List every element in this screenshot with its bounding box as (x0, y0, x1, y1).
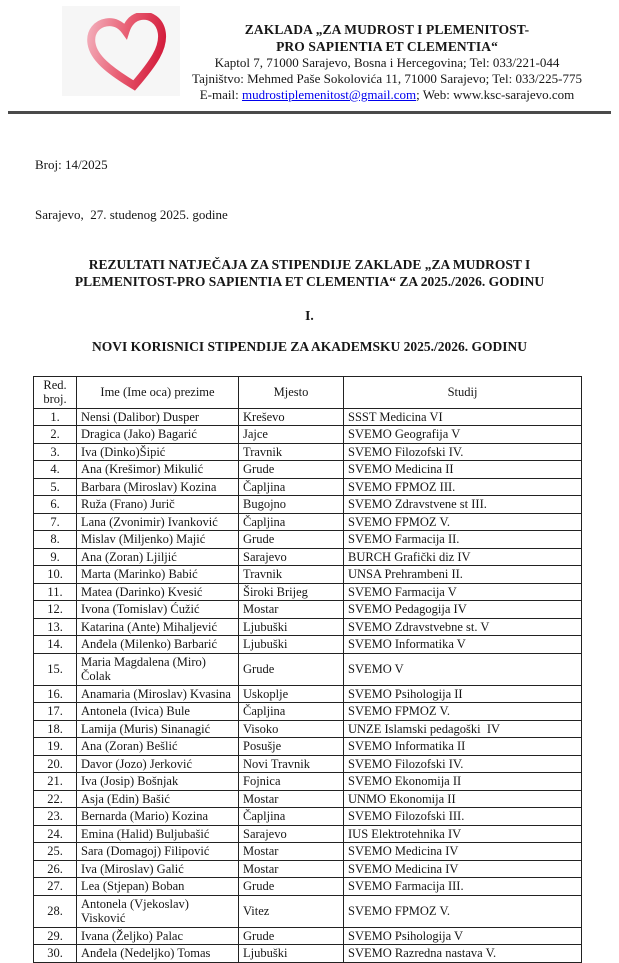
table-row (34, 790, 582, 808)
contact-line (182, 87, 592, 103)
table-row (34, 443, 582, 461)
row-number-cell: 8. (34, 531, 77, 549)
row-number-cell: 18. (34, 720, 77, 738)
study-cell: SVEMO Medicina II (344, 461, 582, 479)
name-cell: Marta (Marinko) Babić (77, 566, 239, 584)
row-number-cell: 24. (34, 825, 77, 843)
col-header-name: Ime (Ime oca) prezime (77, 376, 239, 408)
row-number-cell: 21. (34, 773, 77, 791)
table-row (34, 478, 582, 496)
table-row (34, 720, 582, 738)
row-number-cell: 10. (34, 566, 77, 584)
row-number-cell: 14. (34, 636, 77, 654)
results-table-body (34, 408, 582, 962)
row-number-cell: 7. (34, 513, 77, 531)
study-cell: SVEMO Ekonomija II (344, 773, 582, 791)
row-number-cell: 2. (34, 426, 77, 444)
email-link[interactable]: mudrostiplemenitost@gmail.com (241, 87, 417, 102)
table-row (34, 685, 582, 703)
place-cell: Ljubuški (239, 945, 344, 963)
table-row (34, 843, 582, 861)
place-cell: Jajce (239, 426, 344, 444)
table-row (34, 653, 582, 685)
study-cell: SVEMO Farmacija II. (344, 531, 582, 549)
place-cell: Grude (239, 927, 344, 945)
place-cell: Grude (239, 878, 344, 896)
study-cell: SVEMO Medicina IV (344, 843, 582, 861)
document-title (0, 256, 619, 291)
place-cell: Čapljina (239, 478, 344, 496)
place-cell: Uskoplje (239, 685, 344, 703)
name-cell: Dragica (Jako) Bagarić (77, 426, 239, 444)
place-cell: Mostar (239, 843, 344, 861)
study-cell: SVEMO Psihologija V (344, 927, 582, 945)
name-cell: Bernarda (Mario) Kozina (77, 808, 239, 826)
table-row (34, 408, 582, 426)
place-cell: Bugojno (239, 496, 344, 514)
document-title-line2: PLEMENITOST-PRO SAPIENTIA ET CLEMENTIA“ ZA 2025./2026. GODINU (74, 274, 545, 289)
name-cell: Matea (Darinko) Kvesić (77, 583, 239, 601)
table-row (34, 601, 582, 619)
place-cell: Sarajevo (239, 548, 344, 566)
place-cell: Grude (239, 461, 344, 479)
results-table (33, 376, 582, 963)
place-cell: Fojnica (239, 773, 344, 791)
document-title-line1: REZULTATI NATJEČAJA ZA STIPENDIJE ZAKLADE „ZA MUDROST I (88, 256, 531, 272)
study-cell: UNZE Islamski pedagoški IV (344, 720, 582, 738)
study-cell: UNMO Ekonomija II (344, 790, 582, 808)
study-cell: SVEMO FPMOZ V. (344, 703, 582, 721)
table-row (34, 755, 582, 773)
address-line2: Tajništvo: Mehmed Paše Sokolovića 11, 71000 Sarajevo; Tel: 033/225-775 (192, 71, 582, 86)
name-cell: Anđela (Milenko) Barbarić (77, 636, 239, 654)
study-cell: SVEMO FPMOZ V. (344, 513, 582, 531)
name-cell: Ana (Zoran) Ljiljić (77, 548, 239, 566)
study-cell: SVEMO Filozofski III. (344, 808, 582, 826)
row-number-cell: 23. (34, 808, 77, 826)
name-cell: Lea (Stjepan) Boban (77, 878, 239, 896)
place-cell: Novi Travnik (239, 755, 344, 773)
name-cell: Iva (Dinko)Šipić (77, 443, 239, 461)
place-cell: Čapljina (239, 703, 344, 721)
table-header-row (34, 376, 582, 408)
document-subtitle: NOVI KORISNICI STIPENDIJE ZA AKADEMSKU 2025./2026. GODINU (91, 338, 528, 354)
name-cell: Anamaria (Miroslav) Kvasina (77, 685, 239, 703)
col-header-place: Mjesto (239, 376, 344, 408)
study-cell: SVEMO Zdravstvebne st. V (344, 618, 582, 636)
place-cell: Kreševo (239, 408, 344, 426)
header-divider (8, 111, 611, 114)
place-cell: Visoko (239, 720, 344, 738)
letterhead (0, 0, 619, 106)
study-cell: SVEMO FPMOZ V. (344, 895, 582, 927)
place-cell: Čapljina (239, 808, 344, 826)
study-cell: UNSA Prehrambeni II. (344, 566, 582, 584)
study-cell: BURCH Grafički diz IV (344, 548, 582, 566)
table-row (34, 426, 582, 444)
study-cell: SVEMO Filozofski IV. (344, 443, 582, 461)
name-cell: Emina (Halid) Buljubašić (77, 825, 239, 843)
col-header-study: Studij (344, 376, 582, 408)
name-cell: Antonela (Vjekoslav) Visković (77, 895, 239, 927)
row-number-cell: 4. (34, 461, 77, 479)
row-number-cell: 6. (34, 496, 77, 514)
email-label: E-mail: (199, 87, 242, 102)
place-cell: Posušje (239, 738, 344, 756)
table-row (34, 860, 582, 878)
table-row (34, 618, 582, 636)
table-row (34, 808, 582, 826)
name-cell: Sara (Domagoj) Filipović (77, 843, 239, 861)
place-cell: Ljubuški (239, 618, 344, 636)
study-cell: SVEMO Medicina IV (344, 860, 582, 878)
address-line1: Kaptol 7, 71000 Sarajevo, Bosna i Hercegovina; Tel: 033/221-044 (214, 55, 560, 70)
table-row (34, 738, 582, 756)
place-cell: Čapljina (239, 513, 344, 531)
study-cell: IUS Elektrotehnika IV (344, 825, 582, 843)
document-meta (35, 124, 619, 240)
place-cell: Mostar (239, 601, 344, 619)
row-number-cell: 26. (34, 860, 77, 878)
row-number-cell: 1. (34, 408, 77, 426)
study-cell: SVEMO V (344, 653, 582, 685)
section-number: I. (305, 307, 314, 323)
table-row (34, 636, 582, 654)
row-number-cell: 19. (34, 738, 77, 756)
table-row (34, 703, 582, 721)
row-number-cell: 5. (34, 478, 77, 496)
study-cell: SVEMO Razredna nastava V. (344, 945, 582, 963)
name-cell: Ivana (Željko) Palac (77, 927, 239, 945)
name-cell: Lana (Zvonimir) Ivanković (77, 513, 239, 531)
table-row (34, 461, 582, 479)
place-cell: Mostar (239, 860, 344, 878)
table-row (34, 531, 582, 549)
name-cell: Antonela (Ivica) Bule (77, 703, 239, 721)
row-number-cell: 15. (34, 653, 77, 685)
name-cell: Ana (Zoran) Bešlić (77, 738, 239, 756)
row-number-cell: 22. (34, 790, 77, 808)
place-cell: Ljubuški (239, 636, 344, 654)
study-cell: SVEMO Filozofski IV. (344, 755, 582, 773)
row-number-cell: 16. (34, 685, 77, 703)
name-cell: Nensi (Dalibor) Dusper (77, 408, 239, 426)
name-cell: Lamija (Muris) Sinanagić (77, 720, 239, 738)
row-number-cell: 27. (34, 878, 77, 896)
name-cell: Davor (Jozo) Jerković (77, 755, 239, 773)
place-cell: Travnik (239, 443, 344, 461)
name-cell: Asja (Edin) Bašić (77, 790, 239, 808)
table-row (34, 583, 582, 601)
results-table-head (34, 376, 582, 408)
col-header-number: Red. broj. (34, 376, 77, 408)
study-cell: SVEMO Pedagogija IV (344, 601, 582, 619)
name-cell: Mislav (Miljenko) Majić (77, 531, 239, 549)
table-row (34, 945, 582, 963)
name-cell: Ana (Krešimor) Mikulić (77, 461, 239, 479)
row-number-cell: 28. (34, 895, 77, 927)
row-number-cell: 9. (34, 548, 77, 566)
place-cell: Grude (239, 653, 344, 685)
study-cell: SVEMO FPMOZ III. (344, 478, 582, 496)
row-number-cell: 17. (34, 703, 77, 721)
name-cell: Iva (Miroslav) Galić (77, 860, 239, 878)
study-cell: SSST Medicina VI (344, 408, 582, 426)
table-row (34, 566, 582, 584)
name-cell: Iva (Josip) Bošnjak (77, 773, 239, 791)
heart-logo-icon (84, 13, 174, 93)
place-cell: Mostar (239, 790, 344, 808)
name-cell: Ivona (Tomislav) Ćužić (77, 601, 239, 619)
study-cell: SVEMO Psihologija II (344, 685, 582, 703)
place-cell: Široki Brijeg (239, 583, 344, 601)
table-row (34, 825, 582, 843)
row-number-cell: 12. (34, 601, 77, 619)
name-cell: Barbara (Miroslav) Kozina (77, 478, 239, 496)
row-number-cell: 25. (34, 843, 77, 861)
row-number-cell: 29. (34, 927, 77, 945)
row-number-cell: 13. (34, 618, 77, 636)
table-row (34, 548, 582, 566)
document-number: Broj: 14/2025 (35, 157, 108, 172)
table-row (34, 773, 582, 791)
study-cell: SVEMO Farmacija III. (344, 878, 582, 896)
study-cell: SVEMO Zdravstvene st III. (344, 496, 582, 514)
name-cell: Ruža (Frano) Jurič (77, 496, 239, 514)
document-place-date: Sarajevo, 27. studenog 2025. godine (35, 206, 228, 222)
name-cell: Maria Magdalena (Miro) Čolak (77, 653, 239, 685)
study-cell: SVEMO Informatika V (344, 636, 582, 654)
name-cell: Katarina (Ante) Mihaljević (77, 618, 239, 636)
org-name-line2: PRO SAPIENTIA ET CLEMENTIA“ (276, 39, 498, 54)
org-name-line1: ZAKLADA „ZA MUDROST I PLEMENITOST- (244, 22, 530, 37)
row-number-cell: 20. (34, 755, 77, 773)
place-cell: Sarajevo (239, 825, 344, 843)
web-label: ; Web: www.ksc-sarajevo.com (416, 87, 575, 102)
table-row (34, 496, 582, 514)
row-number-cell: 30. (34, 945, 77, 963)
name-cell: Anđela (Nedeljko) Tomas (77, 945, 239, 963)
place-cell: Vitez (239, 895, 344, 927)
study-cell: SVEMO Informatika II (344, 738, 582, 756)
table-row (34, 927, 582, 945)
table-row (34, 895, 582, 927)
row-number-cell: 3. (34, 443, 77, 461)
study-cell: SVEMO Farmacija V (344, 583, 582, 601)
study-cell: SVEMO Geografija V (344, 426, 582, 444)
place-cell: Travnik (239, 566, 344, 584)
table-row (34, 513, 582, 531)
letterhead-text (182, 0, 592, 103)
place-cell: Grude (239, 531, 344, 549)
row-number-cell: 11. (34, 583, 77, 601)
table-row (34, 878, 582, 896)
